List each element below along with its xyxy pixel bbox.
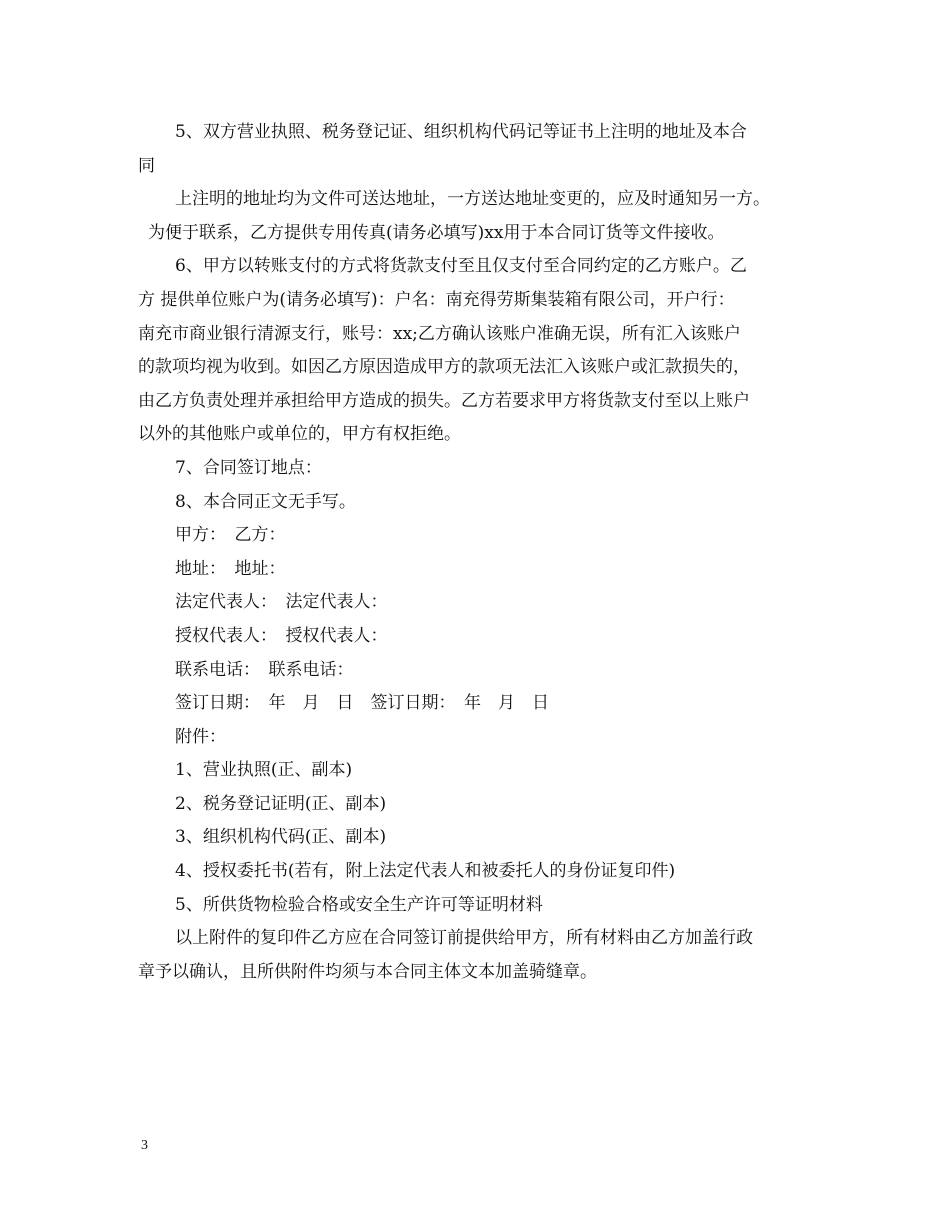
clause-6-line-3: 南充市商业银行清源支行，账号：xx;乙方确认该账户准确无误，所有汇入该账户 <box>138 323 741 344</box>
clause-5-line-4: 为便于联系，乙方提供专用传真(请务必填写)xx用于本合同订货等文件接收。 <box>148 222 725 243</box>
attachments-note-line-1: 以上附件的复印件乙方应在合同签订前提供给甲方，所有材料由乙方加盖行政 <box>175 928 753 949</box>
clause-6-line-6: 以外的其他账户或单位的，甲方有权拒绝。 <box>138 424 461 445</box>
clause-5-line-2: 同 <box>138 155 155 176</box>
clause-6-line-1: 6、甲方以转账支付的方式将货款支付至且仅支付至合同约定的乙方账户。乙 <box>175 256 747 277</box>
clause-7: 7、合同签订地点： <box>175 457 322 478</box>
clause-6-line-5: 由乙方负责处理并承担给甲方造成的损失。乙方若要求甲方将货款支付至以上账户 <box>138 390 750 411</box>
document-body <box>138 116 818 989</box>
page-number: 3 <box>141 1138 148 1153</box>
attachments-heading: 附件： <box>175 726 226 747</box>
clause-5-line-1: 5、双方营业执照、税务登记证、组织机构代码记等证书上注明的地址及本合 <box>175 122 747 142</box>
clause-8: 8、本合同正文无手写。 <box>175 491 356 512</box>
legal-representatives: 法定代表人： 法定代表人： <box>175 592 388 613</box>
attachment-item: 5、所供货物检验合格或安全生产许可等证明材料 <box>175 894 543 915</box>
party-names: 甲方： 乙方： <box>175 525 286 546</box>
clause-6-line-2: 方 提供单位账户为(请务必填写)：户名：南充得劳斯集装箱有限公司，开户行： <box>138 289 735 310</box>
party-addresses: 地址： 地址： <box>175 558 286 579</box>
attachment-item: 3、组织机构代码(正、副本) <box>175 827 387 848</box>
attachments-note-line-2: 章予以确认，且所供附件均须与本合同主体文本加盖骑缝章。 <box>138 961 597 982</box>
clause-5-line-3: 上注明的地址均为文件可送达地址，一方送达地址变更的，应及时通知另一方。 <box>175 189 770 210</box>
authorized-representatives: 授权代表人： 授权代表人： <box>175 625 388 646</box>
contact-phones: 联系电话： 联系电话： <box>175 659 354 680</box>
clause-6-line-4: 的款项均视为收到。如因乙方原因造成甲方的款项无法汇入该账户或汇款损失的， <box>138 357 750 378</box>
attachment-item: 4、授权委托书(若有，附上法定代表人和被委托人的身份证复印件) <box>175 861 676 882</box>
attachment-item: 2、税务登记证明(正、副本) <box>175 793 387 814</box>
attachment-item: 1、营业执照(正、副本) <box>175 760 353 781</box>
signing-dates: 签订日期： 年 月 日 签订日期： 年 月 日 <box>175 693 549 714</box>
